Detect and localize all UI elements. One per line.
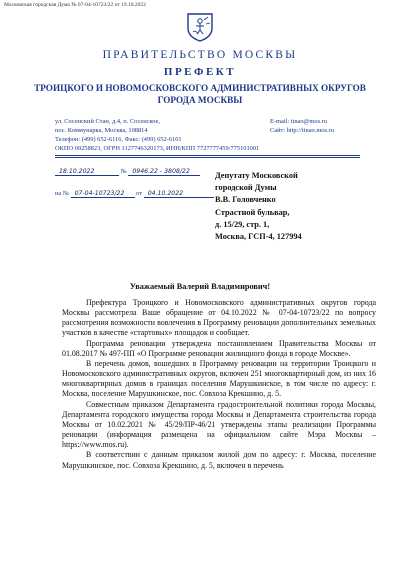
address-codes: ОКПО 09258823, ОГРН 1127746320173, ИНН/КПП 7727777459/775101001 [55,145,260,152]
okrug-title [0,82,400,106]
recipient-line: Депутату Московской [215,171,298,180]
recipient-line: Москва, ГСП-4, 127994 [215,232,302,242]
sender-contacts-block [270,117,334,135]
paragraph: Совместным приказом Департамента градостроительной политики города Москвы, Департамента городского имущества города Москвы и Департамента строительства города Москвы от 10.02.2021 № 45/29/ПР-46/21 утверждены этапы реализации Программы реновации (информация размещена на официальном сайте Мэра Москвы – https://www.mos.ru). [62,399,376,450]
moscow-coat-of-arms-icon [186,12,214,42]
registration-number-prefix: № [120,168,127,175]
reference-number: 07-04-10723/22 [71,190,135,198]
address-city: пос. Коммунарка, Москва, 108814 [55,127,148,134]
government-title: ПРАВИТЕЛЬСТВО МОСКВЫ [102,49,298,61]
header-divider-thin [55,157,360,158]
header-divider [55,155,360,156]
reference-row [55,190,214,198]
recipient-block [215,170,302,243]
prefect-title: ПРЕФЕКТ [163,66,237,78]
contact-website[interactable]: Сайт: http://tinao.mos.ru [270,127,334,134]
okrug-line-2: ГОРОДА МОСКВЫ [157,95,243,105]
okrug-line-1: ТРОИЦКОГО И НОВОМОСКОВСКОГО АДМИНИСТРАТИВНЫХ ОКРУГОВ [34,83,366,93]
registration-date: 18.10.2022 [55,168,119,176]
greeting: Уважаемый Валерий Владимирович! [129,282,271,291]
paragraph: В соответствии с данным приказом жилой дом по адресу: г. Москва, поселение Марушкинское, пос. Совхоза Крекшино, д. 5, включен в перечень [62,450,376,470]
document-stamp-header: Московская городская Дума № 07-04-10723/22 от 19.10.2022 [4,2,146,8]
paragraph: В перечень домов, вошедших в Программу реновации на территории Троицкого и Новомосковского административных округов, включен 251 многоквартирный дом, из них 16 многоквартирных домов в границах поселения Марушкинское, в том числе по адресу: г. Москва, поселение Марушкинское, пос. Совхоза Крекшино, д. 5. [62,358,376,399]
reference-prefix: на № [55,190,69,197]
recipient-line: д. 15/29, стр. 1, [215,219,270,229]
recipient-line: городской Думы [215,183,277,193]
reference-from: от [136,190,143,197]
registration-number: 0946.22 - 3808/22 [128,168,200,176]
contact-email[interactable]: E-mail: tinao@mos.ru [270,118,328,125]
paragraph: Префектура Троицкого и Новомосковского административных округов города Москвы рассмотрела Ваше обращение от 04.10.2022 № 07-04-10723/22 по вопросу рассмотрения возможности вовлечения в Программу реновации дополнительных земельных участков в качестве «стартовых» площадок и сообщает. [62,298,376,338]
registration-date-row [55,168,200,176]
recipient-line: Страстной бульвар, [215,207,290,217]
recipient-line: В.В. Головченко [215,195,276,205]
paragraph: Программа реновации утверждена постановлением Правительства Москвы от 01.08.2017 № 497-ПП «О Программе реновации жилищного фонда в городе Москве». [62,338,376,358]
sender-address-block [55,117,259,153]
address-street: ул. Сосенский Стан, д.4, п. Сосенское, [55,118,160,125]
letter-body [62,298,376,471]
reference-date: 04.10.2022 [144,190,214,198]
address-phone: Телефон: (499) 652-6116, Факс: (499) 652-6101 [55,136,182,143]
